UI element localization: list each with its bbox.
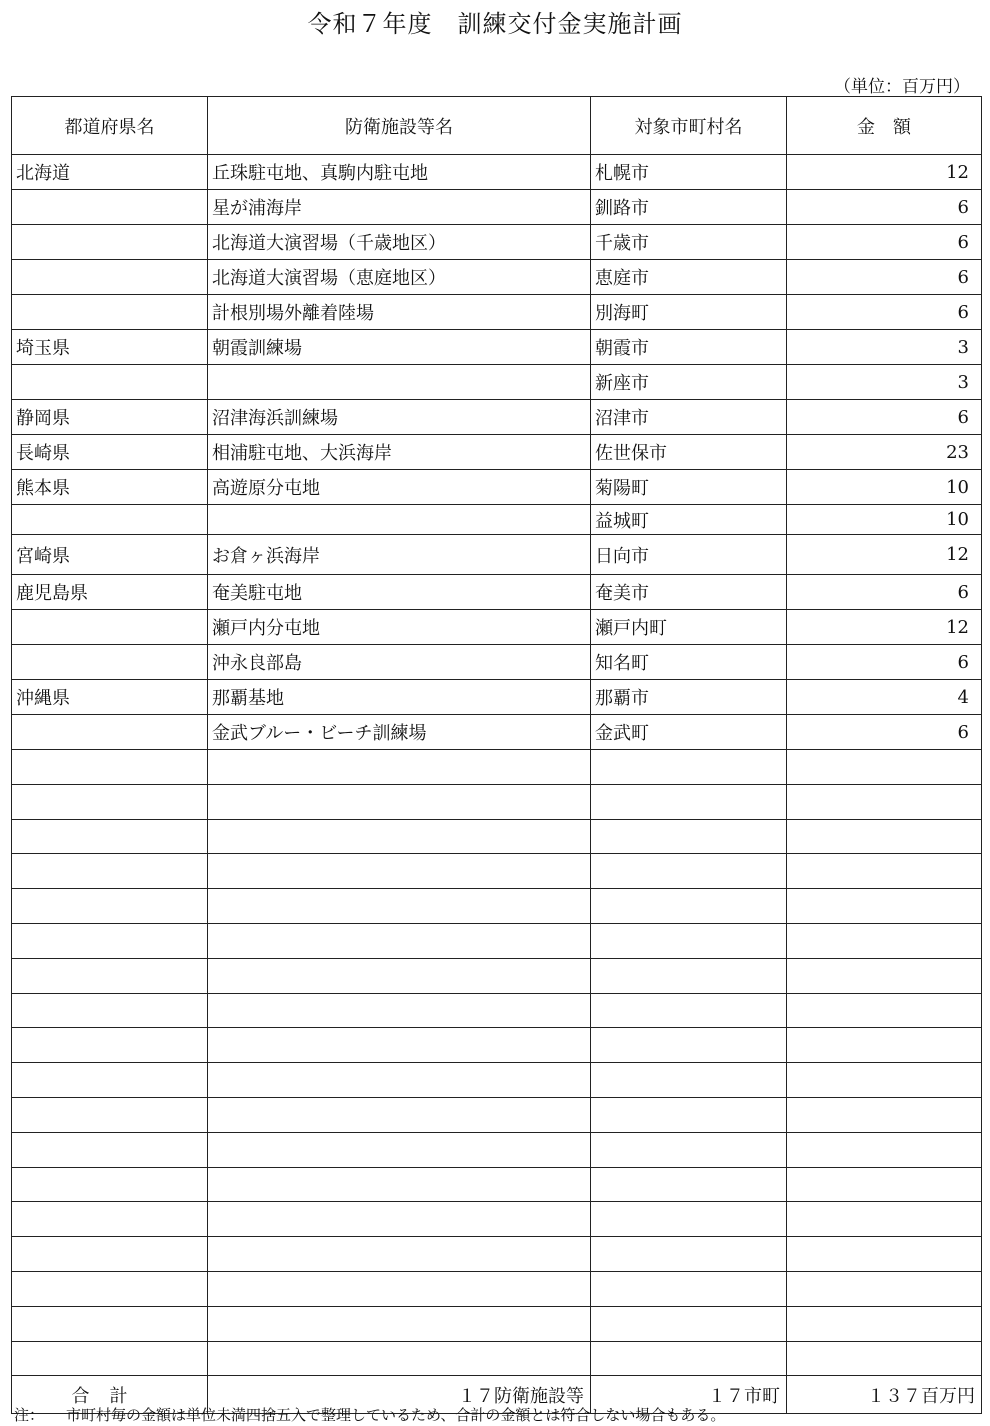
empty-cell — [591, 1167, 787, 1202]
prefecture-cell — [12, 610, 208, 645]
amount-cell: 3 — [787, 330, 982, 365]
table-row — [12, 155, 982, 190]
footnote — [14, 1404, 725, 1425]
total-amount: １３７百万円 — [787, 1376, 982, 1414]
empty-row — [12, 1306, 982, 1341]
table-row — [12, 260, 982, 295]
empty-cell — [591, 923, 787, 958]
facility-cell: お倉ヶ浜海岸 — [208, 535, 591, 575]
empty-row — [12, 819, 982, 854]
empty-row — [12, 993, 982, 1028]
prefecture-cell: 沖縄県 — [12, 680, 208, 715]
facility-cell: 計根別場外離着陸場 — [208, 295, 591, 330]
header-amount: 金 額 — [787, 97, 982, 155]
empty-cell — [591, 1028, 787, 1063]
municipality-cell: 益城町 — [591, 505, 787, 535]
table-row — [12, 645, 982, 680]
header-row — [12, 97, 982, 155]
municipality-cell: 千歳市 — [591, 225, 787, 260]
municipality-cell: 沼津市 — [591, 400, 787, 435]
prefecture-cell: 鹿児島県 — [12, 575, 208, 610]
amount-cell: 23 — [787, 435, 982, 470]
table-row — [12, 365, 982, 400]
empty-row — [12, 1063, 982, 1098]
empty-cell — [591, 784, 787, 819]
empty-row — [12, 1028, 982, 1063]
empty-cell — [787, 1132, 982, 1167]
municipality-cell: 佐世保市 — [591, 435, 787, 470]
total-facilities: １７防衛施設等 — [208, 1376, 591, 1414]
municipality-cell: 奄美市 — [591, 575, 787, 610]
amount-cell: 6 — [787, 295, 982, 330]
empty-row — [12, 750, 982, 785]
municipality-cell: 朝霞市 — [591, 330, 787, 365]
empty-rows — [12, 750, 982, 1376]
empty-cell — [12, 1202, 208, 1237]
facility-cell — [208, 365, 591, 400]
table-row — [12, 505, 982, 535]
empty-cell — [591, 854, 787, 889]
empty-cell — [208, 923, 591, 958]
empty-cell — [591, 1132, 787, 1167]
municipality-cell: 新座市 — [591, 365, 787, 400]
facility-cell: 那覇基地 — [208, 680, 591, 715]
table-row — [12, 680, 982, 715]
empty-cell — [591, 750, 787, 785]
table-row — [12, 295, 982, 330]
header-facility: 防衛施設等名 — [208, 97, 591, 155]
amount-cell: 3 — [787, 365, 982, 400]
facility-cell: 星が浦海岸 — [208, 190, 591, 225]
facility-cell: 高遊原分屯地 — [208, 470, 591, 505]
empty-row — [12, 1202, 982, 1237]
empty-cell — [12, 993, 208, 1028]
municipality-cell: 瀬戸内町 — [591, 610, 787, 645]
empty-cell — [787, 958, 982, 993]
header-prefecture: 都道府県名 — [12, 97, 208, 155]
empty-cell — [591, 1341, 787, 1376]
empty-cell — [591, 1306, 787, 1341]
empty-cell — [591, 1237, 787, 1272]
empty-cell — [787, 1306, 982, 1341]
plan-table — [11, 96, 982, 1414]
facility-cell: 北海道大演習場（恵庭地区） — [208, 260, 591, 295]
empty-cell — [591, 993, 787, 1028]
empty-cell — [787, 1341, 982, 1376]
facility-cell: 奄美駐屯地 — [208, 575, 591, 610]
empty-cell — [208, 750, 591, 785]
empty-cell — [208, 1167, 591, 1202]
total-municipalities: １７市町 — [591, 1376, 787, 1414]
empty-row — [12, 1132, 982, 1167]
empty-cell — [12, 784, 208, 819]
table-row — [12, 715, 982, 750]
empty-row — [12, 1097, 982, 1132]
facility-cell: 朝霞訓練場 — [208, 330, 591, 365]
empty-cell — [12, 1341, 208, 1376]
empty-row — [12, 854, 982, 889]
municipality-cell: 釧路市 — [591, 190, 787, 225]
empty-cell — [591, 958, 787, 993]
municipality-cell: 菊陽町 — [591, 470, 787, 505]
prefecture-cell: 静岡県 — [12, 400, 208, 435]
empty-cell — [591, 819, 787, 854]
amount-cell: 6 — [787, 400, 982, 435]
empty-cell — [12, 1167, 208, 1202]
table-row — [12, 400, 982, 435]
empty-cell — [208, 1237, 591, 1272]
prefecture-cell: 熊本県 — [12, 470, 208, 505]
empty-cell — [208, 1097, 591, 1132]
empty-cell — [787, 1202, 982, 1237]
municipality-cell: 札幌市 — [591, 155, 787, 190]
prefecture-cell: 埼玉県 — [12, 330, 208, 365]
facility-cell — [208, 505, 591, 535]
empty-cell — [208, 1132, 591, 1167]
empty-cell — [591, 1097, 787, 1132]
empty-cell — [208, 1306, 591, 1341]
facility-cell: 丘珠駐屯地、真駒内駐屯地 — [208, 155, 591, 190]
empty-cell — [12, 1028, 208, 1063]
empty-cell — [208, 1063, 591, 1098]
facility-cell: 相浦駐屯地、大浜海岸 — [208, 435, 591, 470]
empty-cell — [208, 1028, 591, 1063]
header-municipality: 対象市町村名 — [591, 97, 787, 155]
amount-cell: 6 — [787, 260, 982, 295]
amount-cell: 12 — [787, 155, 982, 190]
empty-cell — [591, 1202, 787, 1237]
empty-cell — [787, 1063, 982, 1098]
facility-cell: 沼津海浜訓練場 — [208, 400, 591, 435]
amount-cell: 6 — [787, 225, 982, 260]
empty-cell — [12, 1132, 208, 1167]
municipality-cell: 金武町 — [591, 715, 787, 750]
empty-cell — [787, 1028, 982, 1063]
amount-cell: 10 — [787, 470, 982, 505]
municipality-cell: 別海町 — [591, 295, 787, 330]
empty-cell — [591, 1063, 787, 1098]
amount-cell: 12 — [787, 610, 982, 645]
empty-cell — [787, 784, 982, 819]
municipality-cell: 那覇市 — [591, 680, 787, 715]
empty-row — [12, 1237, 982, 1272]
empty-cell — [787, 854, 982, 889]
empty-cell — [12, 1097, 208, 1132]
prefecture-cell — [12, 260, 208, 295]
empty-cell — [208, 1202, 591, 1237]
prefecture-cell: 長崎県 — [12, 435, 208, 470]
unit-label: （単位：百万円） — [834, 77, 970, 97]
prefecture-cell — [12, 295, 208, 330]
table-row — [12, 535, 982, 575]
table-row — [12, 610, 982, 645]
empty-row — [12, 923, 982, 958]
empty-row — [12, 1341, 982, 1376]
empty-cell — [787, 889, 982, 924]
table-row — [12, 470, 982, 505]
empty-row — [12, 1271, 982, 1306]
table-row — [12, 435, 982, 470]
empty-cell — [787, 750, 982, 785]
municipality-cell: 日向市 — [591, 535, 787, 575]
empty-cell — [787, 1097, 982, 1132]
amount-cell: 12 — [787, 535, 982, 575]
empty-cell — [208, 1341, 591, 1376]
empty-row — [12, 784, 982, 819]
empty-cell — [787, 1237, 982, 1272]
empty-cell — [787, 993, 982, 1028]
empty-cell — [787, 819, 982, 854]
empty-cell — [12, 854, 208, 889]
empty-cell — [12, 1237, 208, 1272]
empty-cell — [12, 819, 208, 854]
empty-cell — [208, 993, 591, 1028]
amount-cell: 10 — [787, 505, 982, 535]
total-label: 合計 — [12, 1376, 208, 1414]
empty-cell — [12, 923, 208, 958]
table-row — [12, 225, 982, 260]
empty-row — [12, 889, 982, 924]
prefecture-cell — [12, 715, 208, 750]
empty-cell — [12, 889, 208, 924]
page-title: 令和７年度 訓練交付金実施計画 — [307, 10, 683, 38]
empty-cell — [787, 923, 982, 958]
empty-cell — [208, 889, 591, 924]
municipality-cell: 知名町 — [591, 645, 787, 680]
municipality-cell: 恵庭市 — [591, 260, 787, 295]
footnote-label: 注： — [14, 1406, 45, 1424]
prefecture-cell — [12, 645, 208, 680]
table-row — [12, 575, 982, 610]
prefecture-cell — [12, 505, 208, 535]
empty-cell — [12, 958, 208, 993]
empty-cell — [12, 750, 208, 785]
facility-cell: 瀬戸内分屯地 — [208, 610, 591, 645]
amount-cell: 6 — [787, 645, 982, 680]
empty-cell — [208, 854, 591, 889]
empty-cell — [208, 958, 591, 993]
empty-row — [12, 958, 982, 993]
amount-cell: 4 — [787, 680, 982, 715]
empty-cell — [591, 1271, 787, 1306]
facility-cell: 沖永良部島 — [208, 645, 591, 680]
amount-cell: 6 — [787, 715, 982, 750]
prefecture-cell — [12, 190, 208, 225]
empty-cell — [208, 819, 591, 854]
amount-cell: 6 — [787, 190, 982, 225]
footnote-text: 市町村毎の金額は単位未満四捨五入で整理しているため、合計の金額とは符合しない場合もある。 — [66, 1406, 726, 1424]
empty-row — [12, 1167, 982, 1202]
prefecture-cell — [12, 225, 208, 260]
empty-cell — [787, 1271, 982, 1306]
prefecture-cell — [12, 365, 208, 400]
table-row — [12, 190, 982, 225]
prefecture-cell: 北海道 — [12, 155, 208, 190]
amount-cell: 6 — [787, 575, 982, 610]
table-row — [12, 330, 982, 365]
empty-cell — [208, 784, 591, 819]
empty-cell — [12, 1063, 208, 1098]
empty-cell — [787, 1167, 982, 1202]
facility-cell: 金武ブルー・ビーチ訓練場 — [208, 715, 591, 750]
prefecture-cell: 宮崎県 — [12, 535, 208, 575]
empty-cell — [208, 1271, 591, 1306]
empty-cell — [12, 1306, 208, 1341]
facility-cell: 北海道大演習場（千歳地区） — [208, 225, 591, 260]
empty-cell — [12, 1271, 208, 1306]
empty-cell — [591, 889, 787, 924]
